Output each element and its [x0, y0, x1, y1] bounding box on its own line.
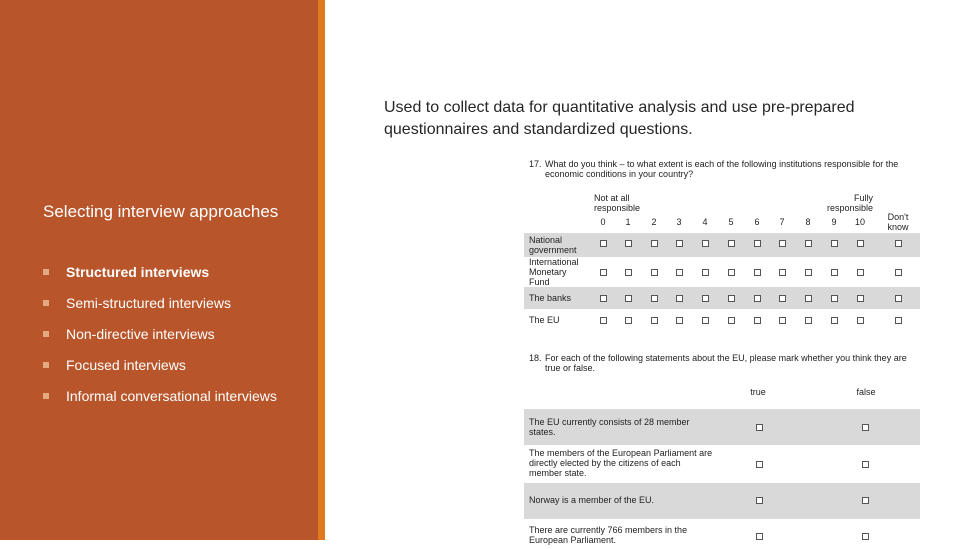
- true-column-label: true: [750, 387, 766, 397]
- scale-number: 0: [600, 217, 606, 227]
- scale-number: 4: [702, 217, 708, 227]
- rating-checkbox[interactable]: [895, 317, 902, 324]
- rating-checkbox[interactable]: [754, 295, 761, 302]
- low-anchor-label: Not at all responsible: [594, 193, 641, 213]
- rating-checkbox[interactable]: [857, 240, 864, 247]
- table-row: The EU currently consists of 28 member states.: [524, 409, 920, 445]
- accent-stripe: [318, 0, 325, 540]
- scale-number: 2: [651, 217, 657, 227]
- false-checkbox[interactable]: [862, 533, 869, 540]
- table-row: There are currently 766 members in the European Parliament.: [529, 525, 688, 545]
- rating-checkbox[interactable]: [831, 317, 838, 324]
- table-row: The banks: [524, 287, 920, 309]
- rating-checkbox[interactable]: [702, 317, 709, 324]
- bullet-marker-icon: [43, 362, 49, 368]
- rating-checkbox[interactable]: [625, 269, 632, 276]
- rating-checkbox[interactable]: [857, 295, 864, 302]
- scale-number: 6: [754, 217, 760, 227]
- rating-checkbox[interactable]: [728, 240, 735, 247]
- rating-checkbox[interactable]: [857, 269, 864, 276]
- rating-checkbox[interactable]: [805, 317, 812, 324]
- rating-checkbox[interactable]: [895, 269, 902, 276]
- rating-checkbox[interactable]: [651, 317, 658, 324]
- rating-checkbox[interactable]: [754, 240, 761, 247]
- true-checkbox[interactable]: [756, 461, 763, 468]
- bullet-marker-icon: [43, 269, 49, 275]
- rating-checkbox[interactable]: [779, 295, 786, 302]
- rating-checkbox[interactable]: [728, 269, 735, 276]
- rating-checkbox[interactable]: [600, 317, 607, 324]
- rating-checkbox[interactable]: [728, 295, 735, 302]
- scale-number: 3: [676, 217, 682, 227]
- section-title: Selecting interview approaches: [43, 202, 279, 221]
- scale-number: 5: [728, 217, 734, 227]
- rating-checkbox[interactable]: [625, 240, 632, 247]
- rating-checkbox[interactable]: [895, 295, 902, 302]
- rating-checkbox[interactable]: [805, 269, 812, 276]
- rating-checkbox[interactable]: [857, 317, 864, 324]
- rating-checkbox[interactable]: [754, 317, 761, 324]
- rating-checkbox[interactable]: [702, 295, 709, 302]
- scale-number: 9: [831, 217, 837, 227]
- table-row: The members of the European Parliament are directly elected by the citizens of each member state.: [529, 448, 713, 478]
- dont-know-label: Don't know: [887, 212, 909, 232]
- rating-checkbox[interactable]: [702, 240, 709, 247]
- rating-checkbox[interactable]: [676, 269, 683, 276]
- rating-checkbox[interactable]: [651, 295, 658, 302]
- question-18-title: 18. For each of the following statements about the EU, please mark whether you think they are true or false.: [529, 353, 907, 373]
- scale-number: 7: [779, 217, 785, 227]
- false-checkbox[interactable]: [862, 424, 869, 431]
- rating-checkbox[interactable]: [895, 240, 902, 247]
- rating-checkbox[interactable]: [831, 240, 838, 247]
- rating-checkbox[interactable]: [600, 295, 607, 302]
- rating-checkbox[interactable]: [702, 269, 709, 276]
- table-row: The EU: [529, 315, 560, 325]
- bullet-item: Focused interviews: [43, 357, 293, 374]
- rating-checkbox[interactable]: [779, 317, 786, 324]
- high-anchor-label: Fully responsible: [826, 193, 873, 213]
- table-row: Norway is a member of the EU.: [524, 483, 920, 519]
- true-checkbox[interactable]: [756, 533, 763, 540]
- intro-text: Used to collect data for quantitative analysis and use pre-prepared questionnaires and standardized questions.: [384, 99, 855, 138]
- rating-checkbox[interactable]: [676, 295, 683, 302]
- true-checkbox[interactable]: [756, 497, 763, 504]
- rating-checkbox[interactable]: [831, 269, 838, 276]
- table-row: National government: [524, 233, 920, 257]
- rating-checkbox[interactable]: [831, 295, 838, 302]
- false-checkbox[interactable]: [862, 497, 869, 504]
- bullet-item: Informal conversational interviews: [43, 388, 293, 405]
- rating-checkbox[interactable]: [779, 240, 786, 247]
- bullet-list: [43, 264, 293, 419]
- bullet-item: Structured interviews: [43, 264, 293, 281]
- bullet-marker-icon: [43, 300, 49, 306]
- question-17-title: 17. What do you think – to what extent is each of the following institutions responsible for the economic conditions in your country?: [529, 159, 899, 179]
- bullet-marker-icon: [43, 331, 49, 337]
- bullet-marker-icon: [43, 393, 49, 399]
- rating-checkbox[interactable]: [625, 295, 632, 302]
- rating-checkbox[interactable]: [676, 317, 683, 324]
- rating-checkbox[interactable]: [754, 269, 761, 276]
- bullet-item: Non-directive interviews: [43, 326, 293, 343]
- rating-checkbox[interactable]: [625, 317, 632, 324]
- scale-number: 10: [854, 217, 865, 227]
- true-checkbox[interactable]: [756, 424, 763, 431]
- false-column-label: false: [856, 387, 876, 397]
- rating-checkbox[interactable]: [805, 240, 812, 247]
- table-row: International Monetary Fund: [529, 257, 579, 287]
- rating-checkbox[interactable]: [651, 240, 658, 247]
- scale-number: 8: [805, 217, 811, 227]
- bullet-item: Semi-structured interviews: [43, 295, 293, 312]
- rating-checkbox[interactable]: [651, 269, 658, 276]
- rating-checkbox[interactable]: [676, 240, 683, 247]
- rating-checkbox[interactable]: [779, 269, 786, 276]
- rating-checkbox[interactable]: [600, 269, 607, 276]
- rating-checkbox[interactable]: [728, 317, 735, 324]
- scale-number: 1: [625, 217, 631, 227]
- false-checkbox[interactable]: [862, 461, 869, 468]
- rating-checkbox[interactable]: [600, 240, 607, 247]
- rating-checkbox[interactable]: [805, 295, 812, 302]
